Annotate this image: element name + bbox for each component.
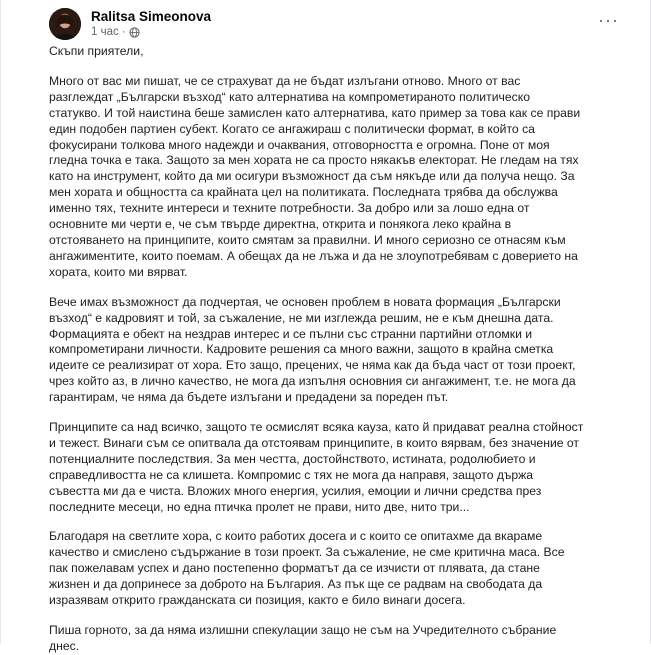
- text-line: днес.: [49, 638, 80, 653]
- text-line: съвестта ми да е чиста. Вложих много енергия, усилия, емоции и лични средства през: [49, 483, 542, 498]
- text-line: и тежест. Винаги съм се опитвала да отстоявам принципите, в които вярвам, без значение от: [49, 435, 580, 450]
- text-line: мен хората и общността са крайната цел на политиката. Последната трябва да обслужва: [49, 185, 558, 200]
- post-time[interactable]: 1 час: [91, 26, 119, 38]
- paragraph-4: [49, 529, 619, 609]
- text-line: справедливостта не са клишета. Компромис с тях не мога да направя, защото държа: [49, 467, 534, 482]
- more-options-button[interactable]: ···: [598, 10, 619, 30]
- text-line: Принципите са над всичко, защото те осмислят всяка кауза, като й придават реална стойност: [49, 420, 584, 435]
- text-line: статукво. И той наистина беше замислен като алтернатива, като пример за това как се прави: [49, 105, 581, 120]
- post-header: [49, 8, 619, 42]
- text-line: Благодаря на светлите хора, с които работих досега и с които се опитахме да вкараме: [49, 529, 543, 544]
- text-line: гарантирам, че няма да бъдете излъгани и предадени за пореден път.: [49, 390, 449, 405]
- profile-photo-icon: [49, 8, 81, 40]
- text-line: последните месеци, но една птичка пролет не прави, нито две, нито три...: [49, 499, 470, 514]
- text-line: идеите се реализират от хора. Ето защо, прецених, че няма как да бъда част от този проект,: [49, 358, 576, 373]
- text-line: фокусирани толкова много надежди и очаквания, отговорността е огромна. Поне от моя: [49, 137, 550, 152]
- paragraph-3: [49, 420, 619, 515]
- text-line: качество и смислено съдържание в този проект. За съжаление, не сме критична маса. Все: [49, 545, 565, 560]
- text-line: един подобен партиен субект. Когато се ангажираш с политически формат, в който са: [49, 121, 535, 136]
- text-line: възход“ е кадровият и той, за съжаление, не ми изглежда решим, не е към днешна дата.: [49, 310, 554, 325]
- text-line: основните ми черти е, че съм твърде директна, открита и понякога леко крайна в: [49, 217, 512, 232]
- text-line: ангажиментите, които поемам. А обещах да не лъжа и да не злоупотребявам с доверието на: [49, 248, 578, 263]
- avatar[interactable]: [49, 8, 81, 40]
- text-line: отстояването на принципите, които смятам за правилни. И много сериозно се отнасям към: [49, 232, 566, 247]
- text-line: гледна точка е така. Защото за мен хората не са просто някакъв електорат. Не гледам на тях: [49, 153, 579, 168]
- text-line: хората, които ми вярват.: [49, 264, 188, 279]
- paragraph-1: [49, 74, 619, 281]
- text-line: жизнен и да допринесе за доброто на България. Аз пък ще се радвам на свободата да: [49, 577, 543, 592]
- greeting: Скъпи приятели,: [49, 44, 144, 58]
- text-line: именно тях, техните интереси и техните потребности. За добро или за лошо една от: [49, 201, 530, 216]
- paragraph-5: [49, 623, 619, 655]
- text-line: Пиша горното, за да няма излишни спекулации защо не съм на Учредителното събрание: [49, 623, 557, 637]
- text-line: разглеждат „Български възход“ като алтернатива на компрометираното политическо: [49, 89, 530, 104]
- text-line: Много от вас ми пишат, че се страхуват да не бъдат излъгани отново. Много от вас: [49, 73, 521, 88]
- author-name[interactable]: Ralitsa Simeonova: [91, 9, 212, 24]
- text-line: Формацията е обект на нездрав интерес и се пълни със странни партийни отломки и: [49, 326, 533, 341]
- meta-separator: ·: [121, 26, 126, 38]
- post-body: [49, 44, 619, 655]
- text-line: Вече имах възможност да подчертая, че основен проблем в новата формация „Български: [49, 294, 561, 309]
- post-meta: [91, 26, 140, 38]
- text-line: потенциалните последствия. За мен честта, достойнството, истината, родолюбието и: [49, 451, 536, 466]
- text-line: изразявам открито гражданската си позиция, както е било винаги досега.: [49, 593, 466, 608]
- globe-icon[interactable]: [129, 27, 140, 38]
- text-line: пак пожелавам успех и дано постепенно форматът да се изчисти от плявата, да стане: [49, 561, 540, 576]
- text-line: чрез който аз, в лично качество, не мога да изпълня основния си ангажимент, т.е. не мога да: [49, 374, 576, 389]
- text-line: като на инструмент, който да ми осигури възможност да съм някъде или да получа нещо. За: [49, 169, 575, 184]
- paragraph-2: [49, 295, 619, 406]
- text-line: компрометирани личности. Кадровите решения са много важни, защото в крайна сметка: [49, 342, 554, 357]
